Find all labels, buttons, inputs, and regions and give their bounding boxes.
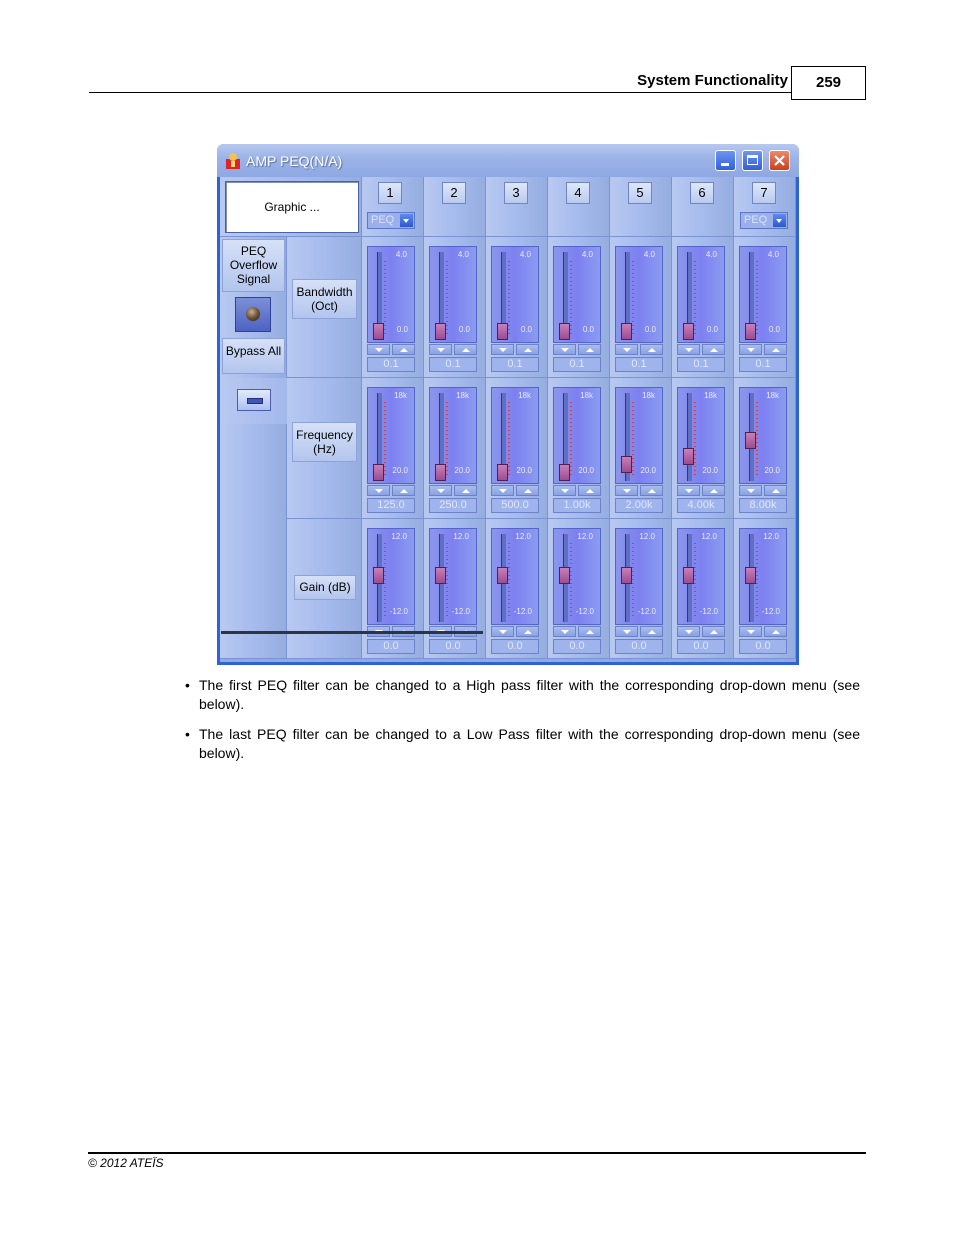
bullet-dot: •	[185, 677, 190, 693]
bandwidth-cell	[672, 237, 734, 378]
slider-thumb[interactable]	[621, 567, 632, 584]
slider-scale	[446, 261, 448, 337]
slider-thumb[interactable]	[373, 323, 384, 340]
slider-scale	[756, 543, 758, 619]
increment-button[interactable]	[764, 626, 787, 637]
left-control-column	[220, 237, 287, 659]
increment-button[interactable]	[578, 626, 601, 637]
slider-min-label: -12.0	[575, 607, 594, 616]
slider-min-label: 0.0	[768, 325, 780, 334]
amp-peq-window	[217, 144, 799, 665]
gain-cell	[362, 519, 424, 659]
gain-value[interactable]: 0.0	[739, 639, 787, 654]
maximize-button[interactable]	[742, 150, 763, 171]
increment-button[interactable]	[454, 344, 477, 355]
gain-cell	[734, 519, 796, 659]
frequency-value[interactable]: 500.0	[491, 498, 539, 513]
bypass-all-button[interactable]	[237, 389, 271, 411]
gain-slider[interactable]	[429, 528, 477, 625]
slider-max-label: 18k	[704, 391, 717, 400]
bandwidth-value[interactable]: 0.1	[553, 357, 601, 372]
gain-value[interactable]: 0.0	[491, 639, 539, 654]
filter-type-value: PEQ	[371, 214, 395, 226]
slider-max-label: 12.0	[577, 532, 593, 541]
frequency-stepper	[615, 485, 663, 496]
graphic-area	[220, 177, 362, 237]
frequency-stepper	[677, 485, 725, 496]
decrement-button[interactable]	[553, 626, 576, 637]
bullet-text-1: The first PEQ filter can be changed to a High pass filter with the corresponding drop-down menu (see below).	[199, 677, 860, 712]
slider-max-label: 18k	[766, 391, 779, 400]
frequency-slider[interactable]	[553, 387, 601, 484]
bypass-icon	[247, 398, 263, 404]
increment-button[interactable]	[640, 626, 663, 637]
slider-max-label: 12.0	[453, 532, 469, 541]
slider-thumb[interactable]	[435, 323, 446, 340]
slider-thumb[interactable]	[559, 323, 570, 340]
footer-rule	[88, 1152, 866, 1154]
bandwidth-stepper	[491, 344, 539, 355]
decrement-button[interactable]	[491, 626, 514, 637]
frequency-stepper	[491, 485, 539, 496]
slider-thumb[interactable]	[621, 323, 632, 340]
gain-stepper	[677, 626, 725, 637]
decrement-button[interactable]	[615, 626, 638, 637]
increment-button[interactable]	[578, 344, 601, 355]
slider-min-label: -12.0	[389, 607, 408, 616]
channel-number: 5	[628, 182, 652, 204]
slider-scale	[570, 543, 572, 619]
increment-button[interactable]	[640, 485, 663, 496]
gain-slider[interactable]	[615, 528, 663, 625]
slider-max-label: 12.0	[763, 532, 779, 541]
slider-max-label: 12.0	[701, 532, 717, 541]
slider-scale	[632, 261, 634, 337]
gain-cell	[424, 519, 486, 659]
bullet-text-2: The last PEQ filter can be changed to a Low Pass filter with the corresponding drop-down menu (see below).	[199, 726, 860, 761]
decrement-button[interactable]	[615, 485, 638, 496]
slider-min-label: 0.0	[582, 325, 594, 334]
page-number: 259	[791, 66, 866, 100]
decrement-button[interactable]	[615, 344, 638, 355]
bandwidth-cell	[486, 237, 548, 378]
slider-thumb[interactable]	[683, 567, 694, 584]
frequency-cell	[548, 378, 610, 519]
channel-number: 2	[442, 182, 466, 204]
slider-min-label: 20.0	[640, 466, 656, 475]
bandwidth-value[interactable]: 0.1	[615, 357, 663, 372]
slider-min-label: 20.0	[764, 466, 780, 475]
slider-thumb[interactable]	[745, 323, 756, 340]
decrement-button[interactable]	[739, 485, 762, 496]
slider-thumb[interactable]	[683, 323, 694, 340]
decrement-button[interactable]	[677, 626, 700, 637]
bandwidth-cell	[610, 237, 672, 378]
slider-max-label: 18k	[394, 391, 407, 400]
gain-row-header	[287, 519, 362, 659]
bandwidth-row-header	[287, 237, 362, 378]
slider-max-label: 18k	[642, 391, 655, 400]
frequency-cell	[610, 378, 672, 519]
gain-slider[interactable]	[677, 528, 725, 625]
app-icon	[225, 152, 241, 169]
increment-button[interactable]	[516, 485, 539, 496]
slider-thumb[interactable]	[621, 456, 632, 473]
frequency-cell	[362, 378, 424, 519]
slider-scale	[570, 261, 572, 337]
decrement-button[interactable]	[429, 485, 452, 496]
peq-client-area	[220, 177, 796, 662]
channel-number: 1	[378, 182, 402, 204]
slider-scale	[570, 402, 572, 478]
slider-thumb[interactable]	[683, 448, 694, 465]
gain-cell	[610, 519, 672, 659]
slider-scale	[384, 261, 386, 337]
slider-min-label: 0.0	[706, 325, 718, 334]
slider-max-label: 4.0	[395, 250, 407, 259]
maximize-icon	[747, 155, 758, 165]
slider-track	[687, 393, 692, 481]
overflow-led-indicator	[235, 297, 271, 332]
increment-button[interactable]	[640, 344, 663, 355]
frequency-stepper	[553, 485, 601, 496]
graphic-button[interactable]: Graphic ...	[225, 181, 359, 233]
frequency-value[interactable]: 250.0	[429, 498, 477, 513]
slider-scale	[384, 543, 386, 619]
slider-thumb[interactable]	[373, 567, 384, 584]
led-icon	[246, 307, 260, 321]
slider-min-label: 20.0	[702, 466, 718, 475]
frequency-value[interactable]: 4.00k	[677, 498, 725, 513]
close-button[interactable]	[769, 150, 790, 171]
filter-type-dropdown[interactable]	[740, 212, 788, 229]
minimize-button[interactable]	[715, 150, 736, 171]
increment-button[interactable]	[516, 626, 539, 637]
bandwidth-slider[interactable]	[429, 246, 477, 343]
bandwidth-slider[interactable]	[491, 246, 539, 343]
channel-number: 3	[504, 182, 528, 204]
slider-max-label: 4.0	[519, 250, 531, 259]
title-bar[interactable]	[217, 144, 799, 177]
slider-thumb[interactable]	[497, 323, 508, 340]
header-section-title: System Functionality	[637, 72, 788, 89]
slider-min-label: -12.0	[761, 607, 780, 616]
frequency-cell	[424, 378, 486, 519]
slider-scale	[632, 402, 634, 478]
increment-button[interactable]	[392, 344, 415, 355]
filter-type-value: PEQ	[744, 214, 768, 226]
decrement-button[interactable]	[429, 344, 452, 355]
peq-overflow-label: PEQ Overflow Signal	[222, 239, 285, 292]
decrement-button[interactable]	[367, 485, 390, 496]
slider-min-label: -12.0	[451, 607, 470, 616]
slider-min-label: 20.0	[578, 466, 594, 475]
channel-header	[548, 177, 610, 237]
increment-button[interactable]	[454, 485, 477, 496]
bandwidth-value[interactable]: 0.1	[677, 357, 725, 372]
bandwidth-slider[interactable]	[367, 246, 415, 343]
slider-max-label: 18k	[518, 391, 531, 400]
slider-scale	[384, 402, 386, 478]
slider-thumb[interactable]	[559, 464, 570, 481]
bandwidth-cell	[548, 237, 610, 378]
frequency-value[interactable]: 8.00k	[739, 498, 787, 513]
gain-value[interactable]: 0.0	[367, 639, 415, 654]
slider-scale	[446, 402, 448, 478]
slider-min-label: 20.0	[392, 466, 408, 475]
frequency-value[interactable]: 125.0	[367, 498, 415, 513]
slider-max-label: 4.0	[581, 250, 593, 259]
bandwidth-stepper	[429, 344, 477, 355]
minimize-icon	[721, 163, 729, 166]
slider-min-label: -12.0	[637, 607, 656, 616]
increment-button[interactable]	[578, 485, 601, 496]
close-icon	[770, 151, 789, 170]
gain-slider[interactable]	[739, 528, 787, 625]
frequency-stepper	[739, 485, 787, 496]
frequency-stepper	[429, 485, 477, 496]
dropdown-arrow-icon	[400, 214, 413, 227]
header-rule	[89, 92, 792, 93]
slider-scale	[508, 402, 510, 478]
channel-header	[362, 177, 424, 237]
frequency-slider[interactable]	[429, 387, 477, 484]
divider-line	[221, 631, 483, 634]
bullet-dot: •	[185, 726, 190, 742]
slider-min-label: 0.0	[520, 325, 532, 334]
increment-button[interactable]	[392, 485, 415, 496]
bandwidth-slider[interactable]	[677, 246, 725, 343]
frequency-slider[interactable]	[367, 387, 415, 484]
increment-button[interactable]	[764, 344, 787, 355]
channel-header	[734, 177, 796, 237]
slider-max-label: 4.0	[705, 250, 717, 259]
slider-scale	[632, 543, 634, 619]
decrement-button[interactable]	[553, 344, 576, 355]
decrement-button[interactable]	[739, 626, 762, 637]
frequency-cell	[486, 378, 548, 519]
slider-max-label: 18k	[580, 391, 593, 400]
slider-max-label: 4.0	[767, 250, 779, 259]
gain-cell	[672, 519, 734, 659]
bandwidth-cell	[734, 237, 796, 378]
slider-max-label: 12.0	[639, 532, 655, 541]
slider-max-label: 4.0	[643, 250, 655, 259]
gain-stepper	[491, 626, 539, 637]
gain-value[interactable]: 0.0	[677, 639, 725, 654]
bandwidth-value[interactable]: 0.1	[491, 357, 539, 372]
decrement-button[interactable]	[491, 344, 514, 355]
frequency-value[interactable]: 1.00k	[553, 498, 601, 513]
slider-thumb[interactable]	[745, 567, 756, 584]
bandwidth-cell	[424, 237, 486, 378]
frequency-slider[interactable]	[739, 387, 787, 484]
bandwidth-value[interactable]: 0.1	[429, 357, 477, 372]
gain-stepper	[553, 626, 601, 637]
slider-scale	[508, 543, 510, 619]
bandwidth-slider[interactable]	[739, 246, 787, 343]
gain-stepper	[739, 626, 787, 637]
frequency-slider[interactable]	[615, 387, 663, 484]
bandwidth-value[interactable]: 0.1	[739, 357, 787, 372]
slider-max-label: 4.0	[457, 250, 469, 259]
frequency-cell	[734, 378, 796, 519]
slider-max-label: 12.0	[515, 532, 531, 541]
frequency-value[interactable]: 2.00k	[615, 498, 663, 513]
slider-thumb[interactable]	[559, 567, 570, 584]
filter-type-dropdown[interactable]	[367, 212, 415, 229]
slider-min-label: 0.0	[644, 325, 656, 334]
frequency-stepper	[367, 485, 415, 496]
increment-button[interactable]	[516, 344, 539, 355]
slider-min-label: 0.0	[458, 325, 470, 334]
channel-number: 7	[752, 182, 776, 204]
gain-label: Gain (dB)	[294, 575, 356, 600]
slider-min-label: 20.0	[516, 466, 532, 475]
slider-scale	[694, 402, 696, 478]
bandwidth-stepper	[367, 344, 415, 355]
slider-thumb[interactable]	[373, 464, 384, 481]
slider-thumb[interactable]	[745, 432, 756, 449]
slider-max-label: 18k	[456, 391, 469, 400]
dropdown-arrow-icon	[773, 214, 786, 227]
bandwidth-stepper	[677, 344, 725, 355]
slider-min-label: 20.0	[454, 466, 470, 475]
channel-header	[486, 177, 548, 237]
decrement-button[interactable]	[553, 485, 576, 496]
slider-scale	[694, 261, 696, 337]
frequency-label: Frequency (Hz)	[292, 422, 357, 462]
gain-slider[interactable]	[491, 528, 539, 625]
channel-number: 6	[690, 182, 714, 204]
bypass-all-label: Bypass All	[222, 338, 285, 374]
channel-header	[672, 177, 734, 237]
frequency-slider[interactable]	[491, 387, 539, 484]
slider-thumb[interactable]	[435, 464, 446, 481]
slider-scale	[756, 261, 758, 337]
frequency-row-header	[287, 378, 362, 519]
slider-thumb[interactable]	[435, 567, 446, 584]
increment-button[interactable]	[764, 485, 787, 496]
slider-scale	[756, 402, 758, 478]
bandwidth-stepper	[739, 344, 787, 355]
frequency-cell	[672, 378, 734, 519]
increment-button[interactable]	[702, 485, 725, 496]
increment-button[interactable]	[702, 626, 725, 637]
slider-scale	[446, 543, 448, 619]
window-title: AMP PEQ(N/A)	[246, 153, 343, 169]
gain-slider[interactable]	[367, 528, 415, 625]
gain-stepper	[615, 626, 663, 637]
gain-cell	[548, 519, 610, 659]
decrement-button[interactable]	[491, 485, 514, 496]
decrement-button[interactable]	[677, 344, 700, 355]
bandwidth-label: Bandwidth (Oct)	[292, 279, 357, 319]
gain-value[interactable]: 0.0	[553, 639, 601, 654]
gain-slider[interactable]	[553, 528, 601, 625]
decrement-button[interactable]	[677, 485, 700, 496]
footer-copyright: © 2012 ATEÏS	[88, 1156, 164, 1170]
gain-value[interactable]: 0.0	[429, 639, 477, 654]
slider-min-label: -12.0	[699, 607, 718, 616]
decrement-button[interactable]	[739, 344, 762, 355]
increment-button[interactable]	[702, 344, 725, 355]
slider-min-label: 0.0	[396, 325, 408, 334]
bandwidth-cell	[362, 237, 424, 378]
bandwidth-stepper	[553, 344, 601, 355]
channel-number: 4	[566, 182, 590, 204]
slider-max-label: 12.0	[391, 532, 407, 541]
bandwidth-stepper	[615, 344, 663, 355]
bandwidth-slider[interactable]	[553, 246, 601, 343]
decrement-button[interactable]	[367, 344, 390, 355]
gain-cell	[486, 519, 548, 659]
bandwidth-value[interactable]: 0.1	[367, 357, 415, 372]
bypass-all-area	[220, 378, 287, 424]
slider-thumb[interactable]	[497, 464, 508, 481]
slider-scale	[694, 543, 696, 619]
slider-scale	[508, 261, 510, 337]
channel-header	[610, 177, 672, 237]
slider-thumb[interactable]	[497, 567, 508, 584]
bandwidth-slider[interactable]	[615, 246, 663, 343]
gain-value[interactable]: 0.0	[615, 639, 663, 654]
channel-header	[424, 177, 486, 237]
frequency-slider[interactable]	[677, 387, 725, 484]
slider-min-label: -12.0	[513, 607, 532, 616]
